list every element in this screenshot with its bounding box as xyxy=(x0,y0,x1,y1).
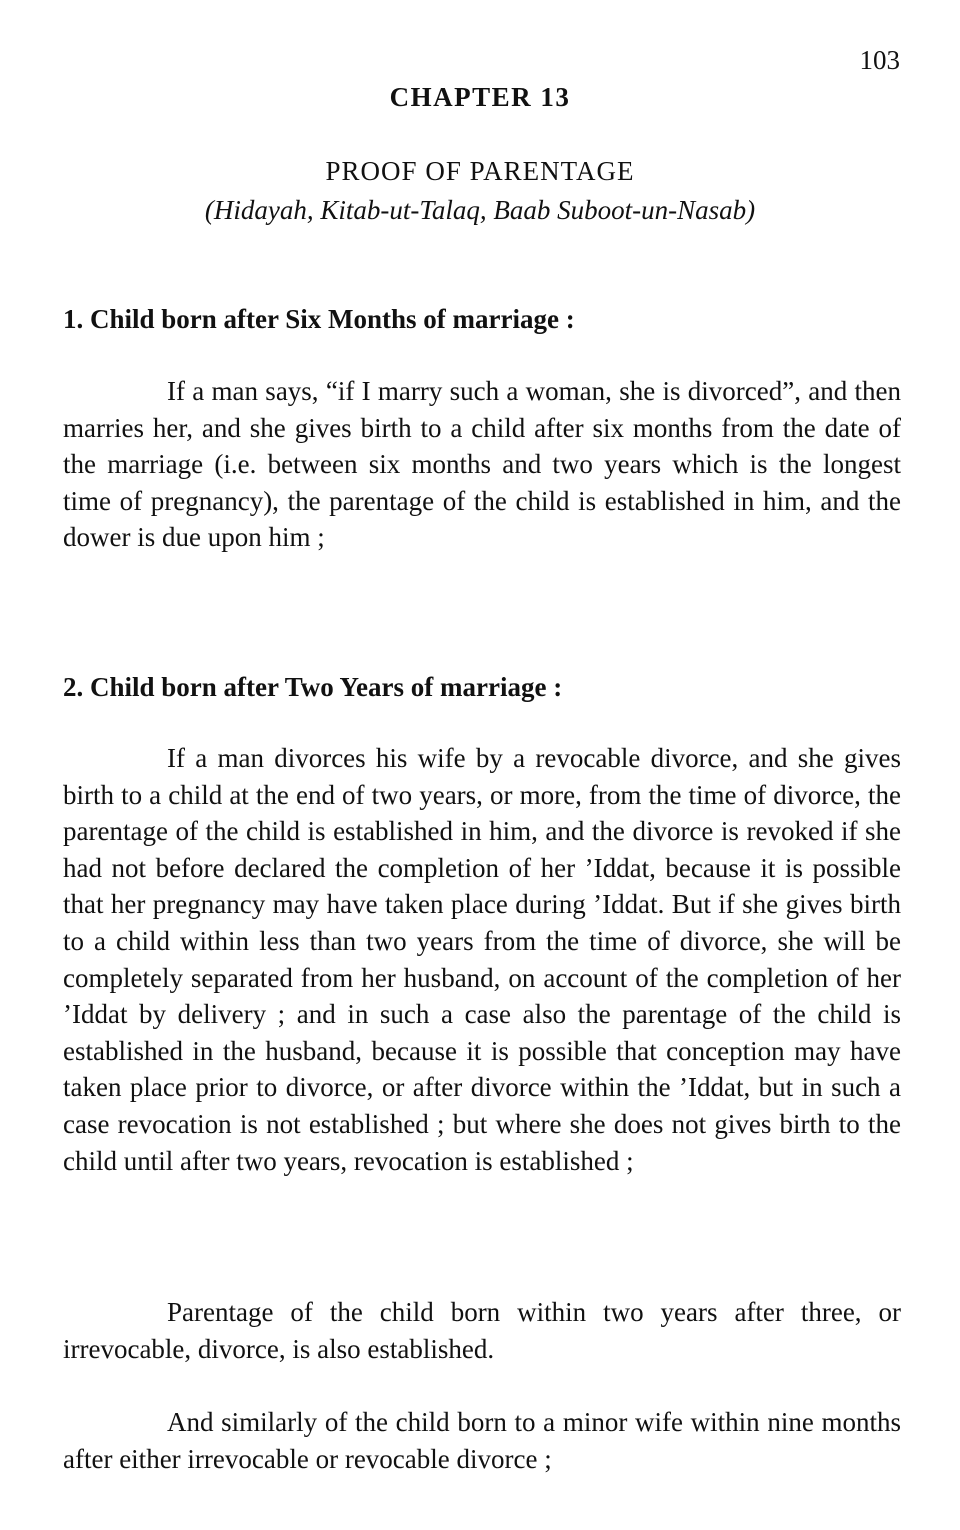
chapter-title: PROOF OF PARENTAGE xyxy=(325,156,635,186)
section-2-paragraph-2: Parentage of the child born within two years after three, or irrevocable, divorce, is also established. xyxy=(63,1297,901,1364)
chapter-source: (Hidayah, Kitab-ut-Talaq, Baab Suboot-un-Nasab) xyxy=(204,195,756,225)
section-2-paragraph-3: And similarly of the child born to a minor wife within nine months after either irrevocable or revocable divorce ; xyxy=(63,1407,901,1474)
chapter-label: CHAPTER 13 xyxy=(389,82,571,112)
section-heading-2: 2. Child born after Two Years of marriage : xyxy=(63,672,563,702)
section-heading-1: 1. Child born after Six Months of marriage : xyxy=(63,304,575,334)
page-number: 103 xyxy=(859,45,900,75)
section-1-paragraph-1: If a man says, “if I marry such a woman, she is divorced”, and then marries her, and she gives birth to a child after six months from the date of the marriage (i.e. between six months and two years which is the longest time of pregnancy), the parentage of the child is established in him, and the dower is due upon him ; xyxy=(63,376,901,553)
section-2-paragraph-1: If a man divorces his wife by a revocable divorce, and she gives birth to a child at the end of two years, or more, from the time of divorce, the parentage of the child is established in him, and the divorce is revoked if she had not before declared the completion of her ’Iddat, because it is possible that her pregnancy may have taken place during ’Iddat. But if she gives birth to a child within less than two years from the time of divorce, she will be completely separated from her husband, on account of the completion of her ’Iddat by delivery ; and in such a case also the parentage of the child is established in the husband, because it is possible that conception may have taken place prior to divorce, or after divorce within the ’Iddat, but in such a case revocation is not established ; but where she does not gives birth to the child until after two years, revocation is established ; xyxy=(63,743,901,1176)
